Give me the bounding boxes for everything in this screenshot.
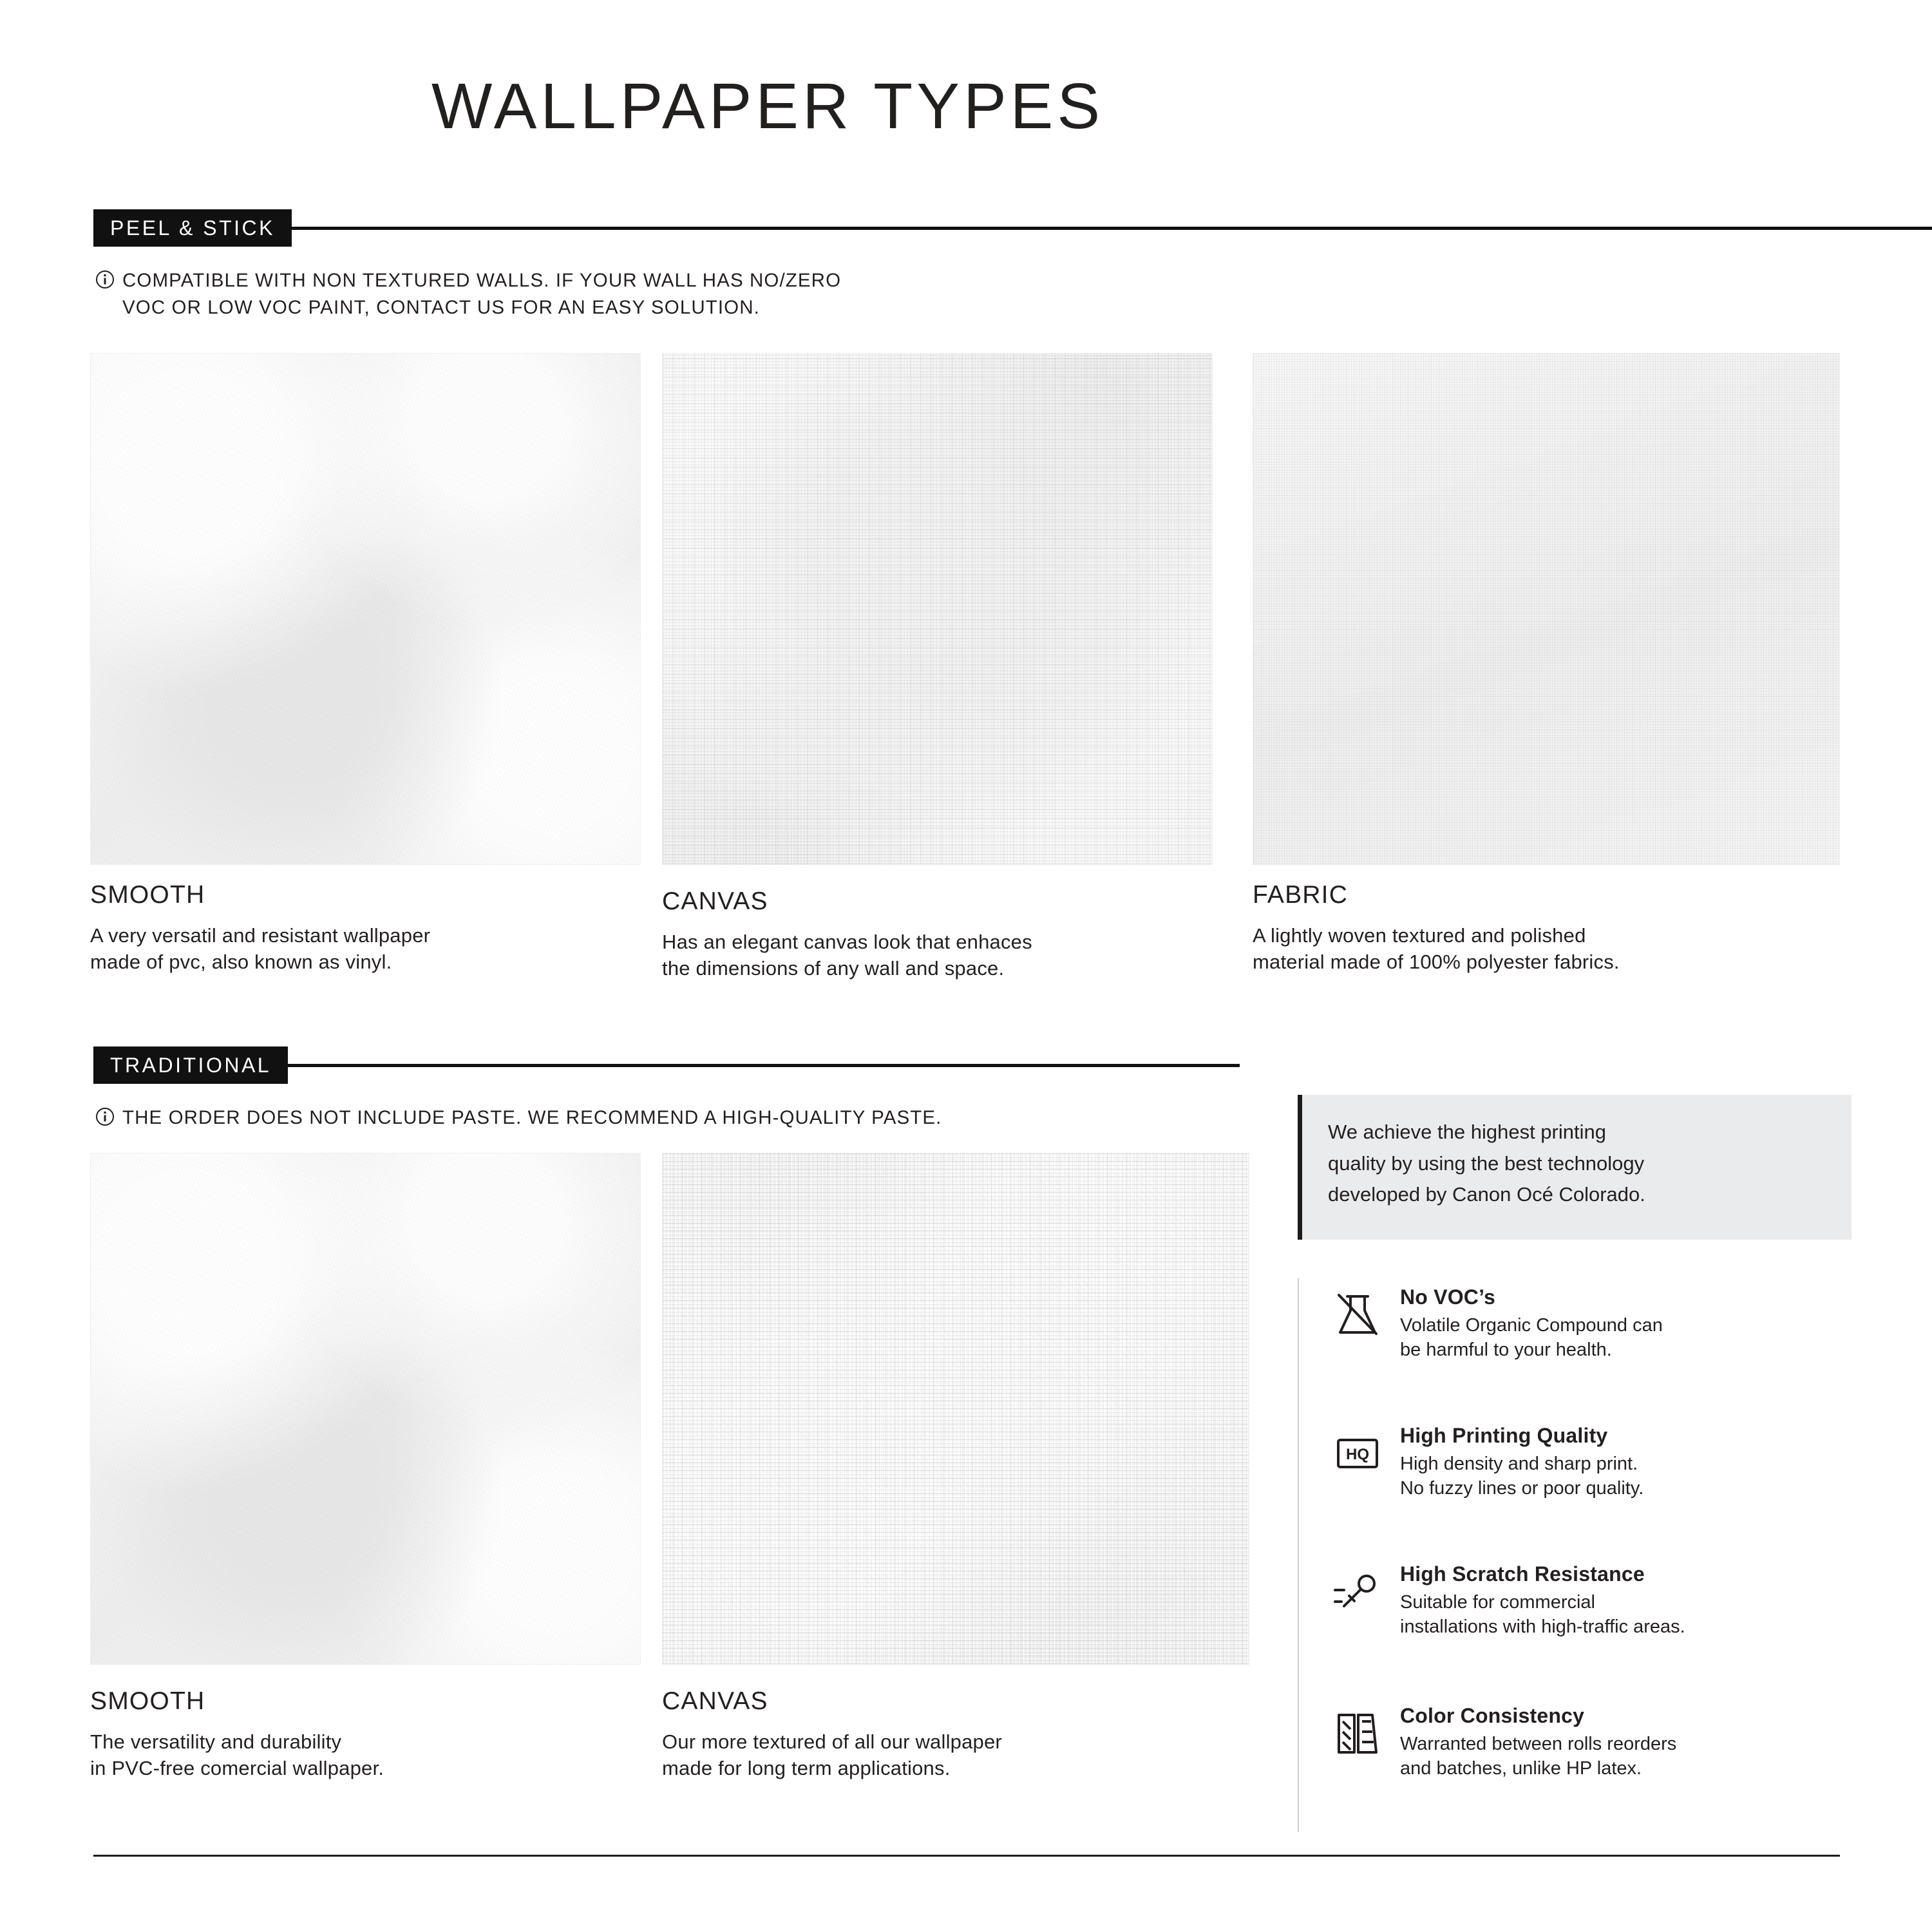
section-header-traditional [93,1046,1240,1084]
note-line-2: VOC OR LOW VOC PAINT, CONTACT US FOR AN EASY SOLUTION. [122,296,760,318]
feature-list-divider [1298,1278,1299,1832]
info-icon [95,1107,115,1126]
feature-desc [1400,1591,1861,1640]
desc-line-1: Our more textured of all our wallpaper [662,1730,1002,1753]
note-traditional-text: THE ORDER DOES NOT INCLUDE PASTE. WE RECOMMEND A HIGH-QUALITY PASTE. [122,1107,942,1128]
note-line-1: COMPATIBLE WITH NON TEXTURED WALLS. IF YOUR WALL HAS NO/ZERO [122,270,842,291]
feature-text [1388,1285,1861,1363]
desc-line-1: A lightly woven textured and polished [1253,924,1586,947]
feature-text [1388,1423,1861,1501]
section-header-peel-stick [93,209,1932,247]
feature-desc-line-1: High density and sharp print. [1400,1454,1638,1475]
page-title: WALLPAPER TYPES [431,70,1104,142]
desc-line-2: made of pvc, also known as vinyl. [90,951,392,974]
swatch-title-fabric-peel: FABRIC [1253,881,1349,909]
feature-no-voc [1327,1285,1861,1363]
callout-line-3: developed by Canon Océ Colorado. [1328,1183,1645,1206]
feature-text [1388,1562,1861,1640]
no-voc-icon [1327,1285,1388,1343]
desc-line-1: The versatility and durability [90,1730,342,1753]
section-rule [292,227,1932,230]
swatch-desc-fabric-peel [1253,922,1852,975]
feature-desc-line-1: Warranted between rolls reorders [1400,1734,1677,1755]
feature-text [1388,1703,1861,1781]
feature-color-consistency [1327,1703,1861,1781]
swatch-traditional-smooth [90,1153,641,1665]
feature-desc [1400,1732,1861,1781]
feature-high-printing-quality [1327,1423,1861,1501]
swatch-traditional-canvas [662,1153,1249,1665]
feature-desc-line-2: No fuzzy lines or poor quality. [1400,1478,1644,1499]
feature-title: Color Consistency [1400,1704,1585,1727]
section-tag-traditional: TRADITIONAL [93,1046,288,1084]
swatch-peel-stick-smooth [90,353,641,865]
svg-text:HQ: HQ [1346,1446,1369,1463]
feature-title: High Scratch Resistance [1400,1562,1645,1586]
callout-text [1328,1117,1828,1211]
feature-desc-line-2: be harmful to your health. [1400,1340,1612,1361]
desc-line-2: in PVC-free comercial wallpaper. [90,1757,384,1780]
feature-desc-line-1: Volatile Organic Compound can [1400,1315,1663,1336]
feature-desc [1400,1452,1861,1501]
desc-line-2: the dimensions of any wall and space. [662,957,1005,980]
swatch-peel-stick-fabric [1253,353,1840,865]
info-icon [95,270,115,289]
callout-line-1: We achieve the highest printing [1328,1121,1606,1143]
printing-quality-callout [1298,1095,1852,1240]
hq-print-icon [1327,1423,1388,1481]
note-traditional [95,1104,1255,1132]
desc-line-1: A very versatil and resistant wallpaper [90,924,431,947]
callout-line-2: quality by using the best technology [1328,1151,1645,1175]
swatch-desc-canvas-peel [662,929,1229,981]
feature-high-scratch-resistance [1327,1562,1861,1640]
swatch-title-canvas-traditional: CANVAS [662,1687,768,1715]
scratch-resistance-icon [1327,1562,1388,1620]
desc-line-2: material made of 100% polyester fabrics. [1253,951,1620,974]
swatch-title-smooth-peel: SMOOTH [90,881,205,909]
swatch-title-canvas-peel: CANVAS [662,887,768,915]
swatch-peel-stick-canvas [662,353,1213,865]
section-tag-peel-stick: PEEL & STICK [93,209,292,247]
desc-line-2: made for long term applications. [662,1757,951,1780]
feature-desc [1400,1314,1861,1363]
color-consistency-icon [1327,1703,1388,1761]
feature-desc-line-2: and batches, unlike HP latex. [1400,1758,1642,1779]
section-rule [288,1064,1240,1067]
swatch-title-smooth-traditional: SMOOTH [90,1687,205,1715]
swatch-desc-smooth-traditional [90,1728,625,1781]
feature-title: No VOC’s [1400,1285,1495,1309]
note-peel-stick-text [122,267,841,321]
feature-title: High Printing Quality [1400,1424,1608,1447]
desc-line-1: Has an elegant canvas look that enhaces [662,931,1032,953]
note-peel-stick [95,267,1190,321]
swatch-desc-canvas-traditional [662,1728,1242,1781]
feature-desc-line-1: Suitable for commercial [1400,1592,1595,1613]
bottom-divider [93,1855,1840,1857]
swatch-desc-smooth-peel [90,922,625,975]
feature-desc-line-2: installations with high-traffic areas. [1400,1616,1685,1638]
